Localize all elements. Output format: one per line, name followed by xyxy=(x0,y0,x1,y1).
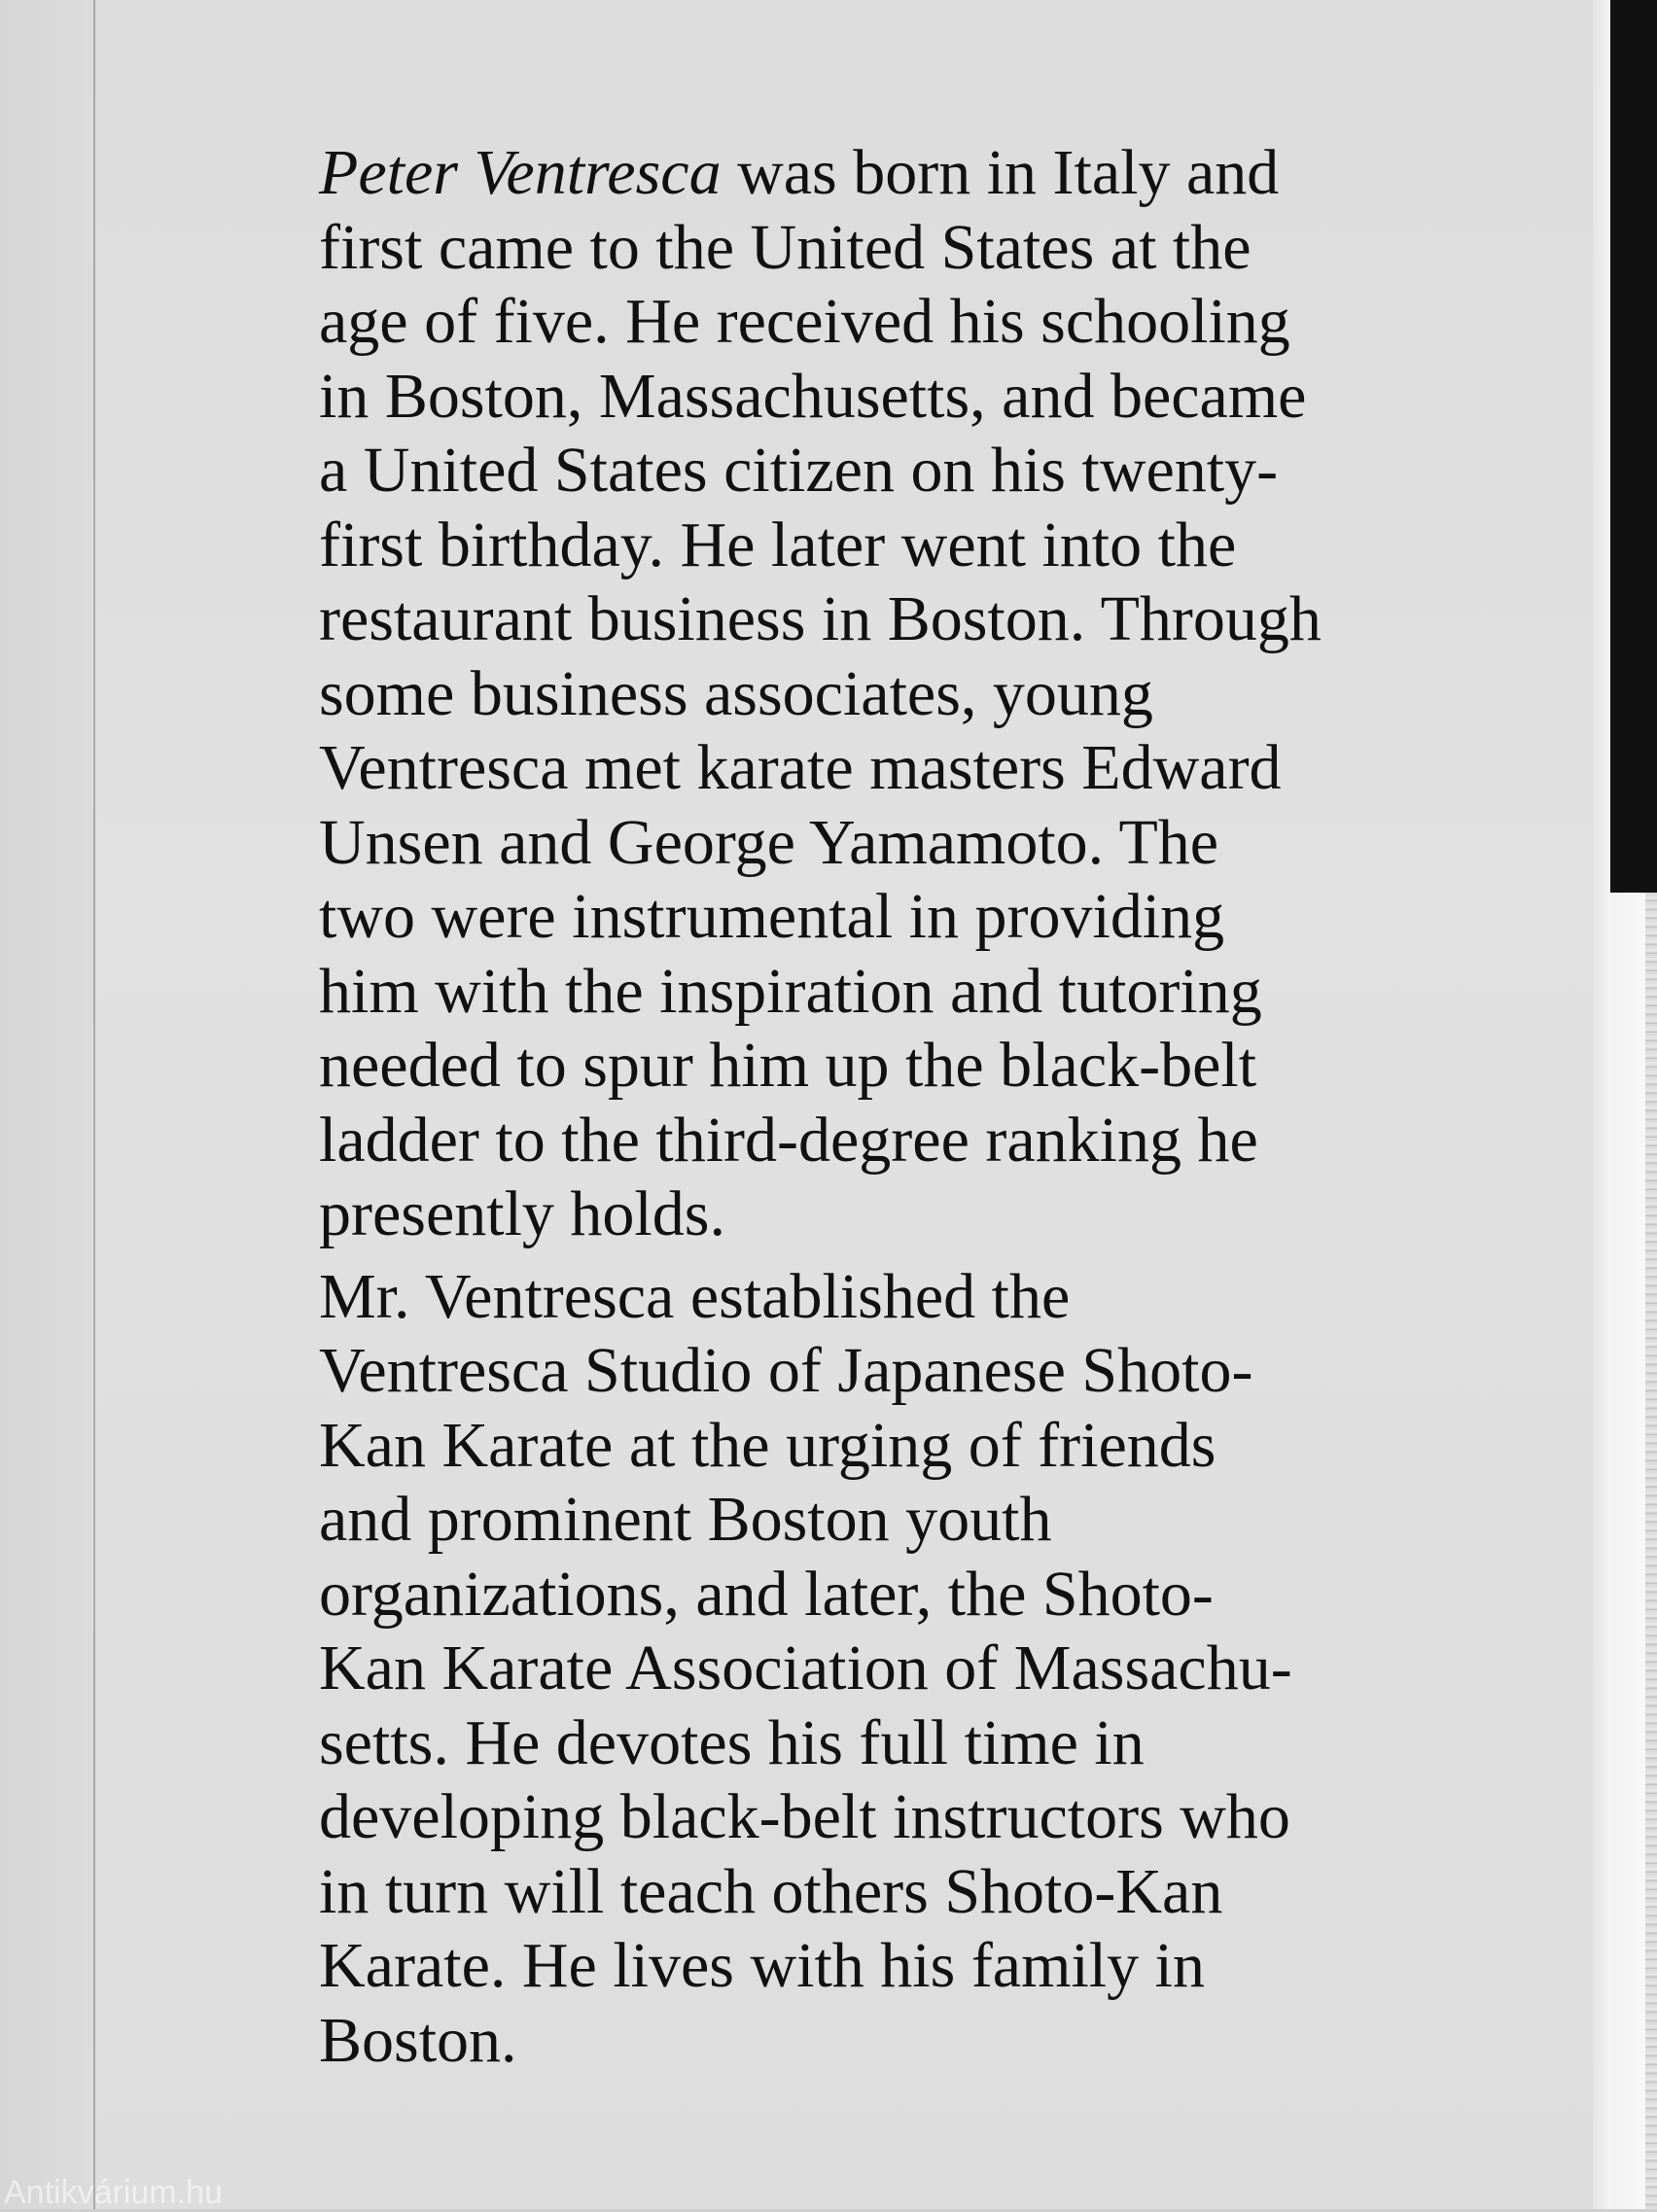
bio-line: organizations, and later, the Shoto- xyxy=(319,1558,1214,1630)
bio-line: presently holds. xyxy=(319,1178,725,1249)
author-name: Peter Ventresca xyxy=(319,137,722,208)
book-cover-rim xyxy=(1645,893,1657,2209)
bio-line: and prominent Boston youth xyxy=(319,1484,1052,1555)
bio-line: two were instrumental in providing xyxy=(319,881,1225,952)
bio-line: needed to spur him up the black-belt xyxy=(319,1030,1257,1101)
left-margin xyxy=(0,0,93,2209)
bio-line: developing black-belt instructors who xyxy=(319,1781,1290,1852)
bio-line: first birthday. He later went into the xyxy=(319,509,1237,580)
bio-line: restaurant business in Boston. Through xyxy=(319,583,1322,654)
bio-line: Karate. He lives with his family in xyxy=(319,1930,1205,2001)
bio-line: Kan Karate Association of Massachu- xyxy=(319,1633,1292,1703)
bio-line: some business associates, young xyxy=(319,657,1153,729)
book-cover-edge-dark xyxy=(1610,0,1657,893)
bio-paragraph-2 xyxy=(319,1260,1486,2079)
bio-line: Ventresca Studio of Japanese Shoto- xyxy=(319,1335,1253,1406)
author-biography xyxy=(319,136,1486,2078)
bio-line: in Boston, Massachusetts, and became xyxy=(319,360,1307,432)
bio-line: a United States citizen on his twenty- xyxy=(319,435,1279,506)
bio-line: Unsen and George Yamamoto. The xyxy=(319,806,1219,878)
bio-line: Mr. Ventresca established the xyxy=(319,1260,1071,1332)
bio-line: age of five. He received his schooling xyxy=(319,286,1290,357)
bio-line: Ventresca met karate masters Edward xyxy=(319,732,1282,803)
bio-line-rest: was born in Italy and xyxy=(721,137,1280,208)
bio-line xyxy=(319,136,1486,211)
bio-line: ladder to the third-degree ranking he xyxy=(319,1104,1258,1176)
bio-line: first came to the United States at the xyxy=(319,211,1252,283)
bio-line: in turn will teach others Shoto-Kan xyxy=(319,1855,1223,1927)
bio-line: Kan Karate at the urging of friends xyxy=(319,1409,1216,1481)
bio-paragraph-1 xyxy=(319,136,1486,1252)
bio-line: Boston. xyxy=(319,2004,517,2076)
watermark: Antikvárium.hu xyxy=(4,2174,223,2211)
bio-line: setts. He devotes his full time in xyxy=(319,1706,1145,1778)
bio-line: him with the inspiration and tutoring xyxy=(319,955,1262,1027)
page-edge xyxy=(1593,0,1610,2209)
